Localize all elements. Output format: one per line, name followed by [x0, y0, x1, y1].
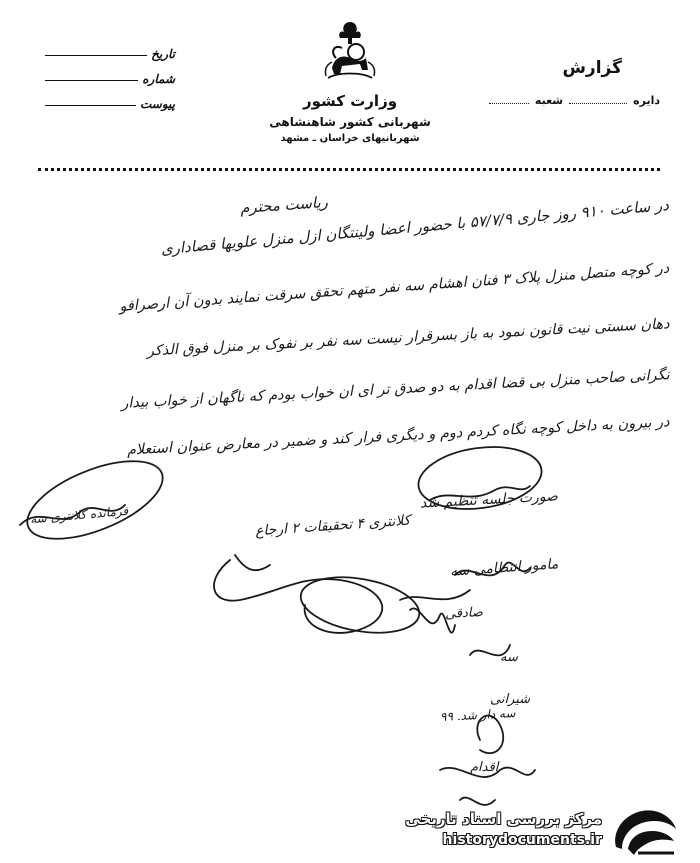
section-label: شعبه [534, 94, 564, 107]
signature-stroke [235, 555, 270, 570]
signature-oval-middle [296, 569, 423, 641]
date-line [45, 55, 147, 56]
body-line: در کوچه متصل منزل پلاک ۳ فنان اهشام سه نفر متهم تحقق سرقت نمایند بدون آن ارصرافو [118, 260, 670, 315]
report-title: گزارش [562, 58, 622, 78]
date-label: تاریخ [151, 47, 175, 61]
number-label: شماره [142, 72, 175, 86]
signature-name: سه دار شد. ۹۹ [439, 706, 516, 724]
attachment-field [45, 86, 175, 111]
commander-note: فرمانده کلانتری سه [29, 503, 129, 527]
signature-stroke [400, 590, 470, 600]
officer-note: مامور انتظامی سه [449, 556, 559, 580]
department-label: دایره [633, 94, 660, 107]
header-fields [45, 36, 175, 111]
signature-name: صادقی [444, 605, 484, 622]
body-line: دهان سستی نیت قانون نمود به باز بسرقرار نیست سه نفر بر نفوک بر منزل فوق الذکر [146, 316, 670, 360]
watermark-text: مرکز بررسی اسناد تاریخی [405, 810, 602, 828]
signature-name: شیرانی [490, 692, 531, 707]
department-row [489, 94, 660, 107]
body-line: در بیرون به داخل کوچه نگاه کردم دوم و دیگری فرار کند و ضمیر در معارض عنوان استعلام [126, 414, 670, 459]
signature-stroke [460, 798, 495, 805]
lion-sun-emblem-icon [322, 18, 378, 84]
attachment-line [45, 105, 136, 106]
date-field [45, 36, 175, 61]
archive-logo-icon [608, 803, 682, 857]
police-subtitle: شهربانیهای خراسان ـ مشهد [280, 133, 420, 144]
ministry-heading [230, 92, 470, 144]
forward-note: کلانتری ۴ تحقیقات ۲ ارجاع [254, 512, 411, 540]
number-field [45, 61, 175, 86]
department-dots [569, 103, 627, 104]
signature-name: اقدام [470, 760, 499, 775]
section-dots [489, 103, 529, 104]
number-line [45, 80, 138, 81]
salutation: ریاست محترم [239, 192, 329, 218]
body-line: در ساعت ۹۱۰ روز جاری ۵۷/۷/۹ با حضور اعضا ولینتگان ازل منزل علویها قصاداری [160, 195, 670, 259]
report-header [489, 58, 660, 107]
signature-stroke [214, 560, 382, 633]
watermark-url: historydocuments.ir [442, 832, 602, 848]
dotted-divider [38, 168, 660, 171]
body-line: نگرانی صاحب منزل بی قضا اقدام به دو صدق تر ای ان خواب بودم که ناگهان از خواب بیدار [120, 367, 670, 412]
closing-note: صورت جلسه تنظیم شد [419, 488, 559, 512]
police-title: شهربانی کشور شاهنشاهی [269, 115, 431, 129]
ministry-title: وزارت کشور [302, 92, 398, 110]
signature-name: سه [500, 650, 518, 665]
attachment-label: پیوست [140, 97, 175, 111]
